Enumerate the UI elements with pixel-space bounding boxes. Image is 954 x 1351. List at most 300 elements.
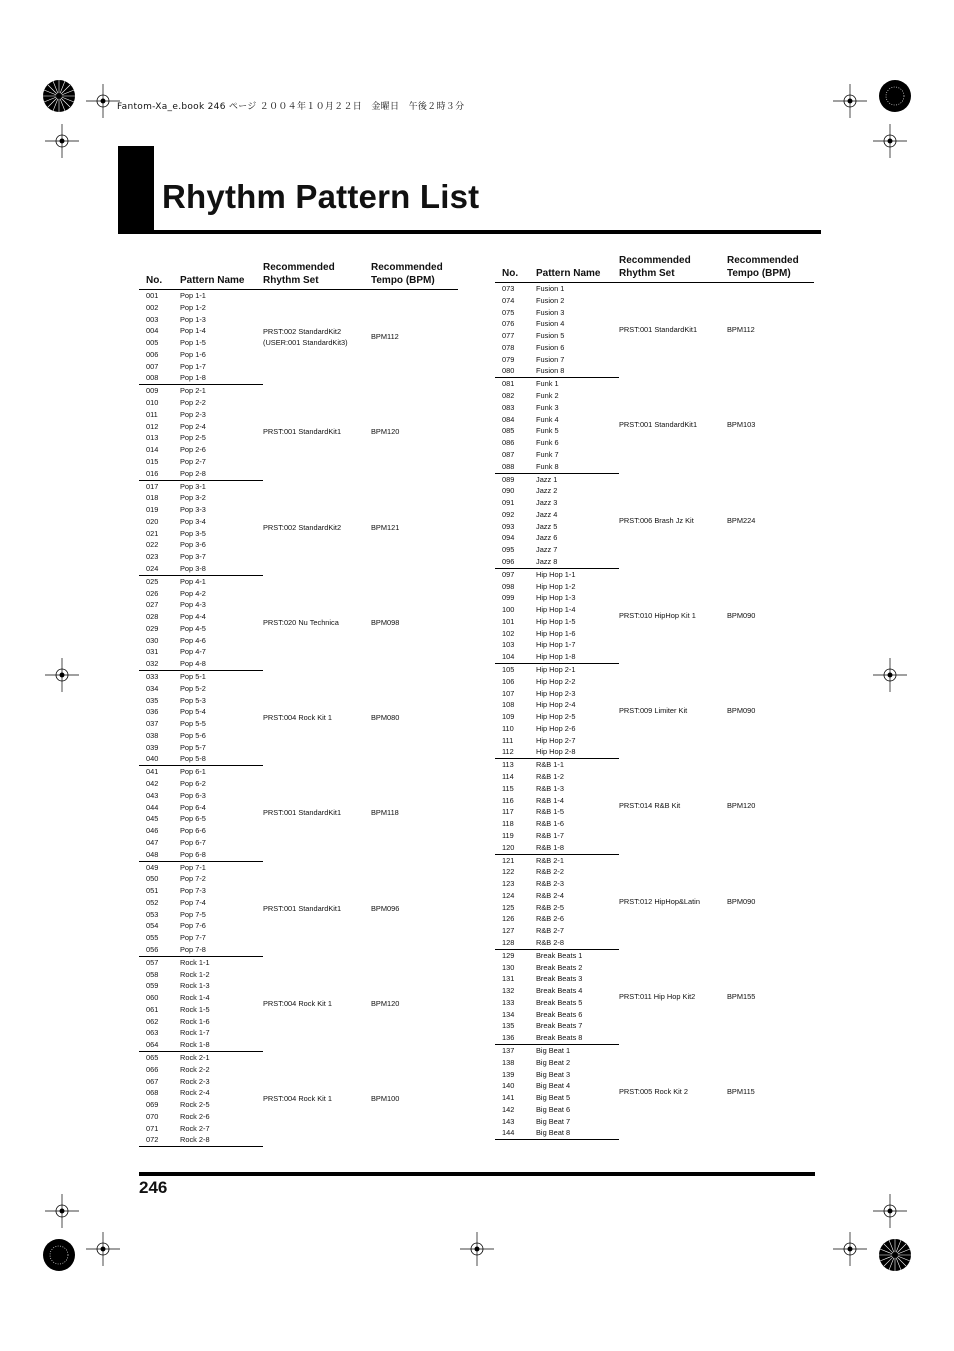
pattern-number: 016 <box>139 468 180 480</box>
table-row <box>495 1045 814 1057</box>
pattern-name: Pop 4-4 <box>180 612 206 622</box>
pattern-name: R&B 2-2 <box>536 867 564 877</box>
pattern-number: 042 <box>146 779 159 789</box>
pattern-name: Pop 7-3 <box>180 886 206 896</box>
pattern-number: 080 <box>495 365 536 377</box>
title-underline <box>118 230 821 234</box>
crosshair-mark-left-bottom <box>45 1194 79 1228</box>
pattern-number: 054 <box>146 921 159 931</box>
pattern-number: 105 <box>502 665 515 674</box>
recommended-tempo: BPM120 <box>371 427 400 437</box>
pattern-number: 039 <box>146 742 159 752</box>
starburst-mark-top-right <box>877 78 913 114</box>
pattern-name: Hip Hop 1-3 <box>536 593 576 603</box>
pattern-name: Pop 5-8 <box>180 753 263 765</box>
pattern-number: 111 <box>502 735 514 745</box>
pattern-name: Pop 6-1 <box>180 767 206 777</box>
pattern-name: Hip Hop 1-4 <box>536 605 576 615</box>
pattern-name: Pop 6-6 <box>180 826 206 836</box>
pattern-name: Pop 5-4 <box>180 707 206 717</box>
pattern-number: 110 <box>502 723 514 733</box>
pattern-table-right <box>495 254 814 1140</box>
pattern-number: 028 <box>146 612 159 622</box>
pattern-name: R&B 2-4 <box>536 890 564 900</box>
pattern-number: 073 <box>502 284 515 293</box>
pattern-name: Pop 3-3 <box>180 505 206 515</box>
pattern-number: 094 <box>502 533 515 543</box>
pattern-number: 081 <box>502 379 515 389</box>
pattern-number: 112 <box>495 746 536 758</box>
pattern-name: Jazz 4 <box>536 509 558 519</box>
table-row <box>139 575 458 587</box>
pattern-name: R&B 2-3 <box>536 879 564 889</box>
page-title: Rhythm Pattern List <box>162 178 480 215</box>
pattern-number: 141 <box>502 1093 515 1103</box>
pattern-number: 107 <box>502 688 515 698</box>
pattern-number: 143 <box>502 1116 515 1126</box>
recommended-rhythm-set: PRST:001 StandardKit1 <box>263 427 342 437</box>
pattern-number: 121 <box>502 855 515 865</box>
pattern-name: Pop 1-7 <box>180 361 206 371</box>
pattern-name: Rock 1-1 <box>180 957 210 967</box>
table-row <box>495 854 814 866</box>
pattern-name: Hip Hop 1-8 <box>536 651 619 663</box>
pattern-number: 134 <box>502 1009 515 1019</box>
pattern-name: Pop 1-1 <box>180 291 206 300</box>
pattern-number: 003 <box>146 314 159 324</box>
pattern-name: Rock 2-3 <box>180 1076 210 1086</box>
pattern-number: 066 <box>146 1064 159 1074</box>
recommended-tempo: BPM120 <box>727 801 756 811</box>
pattern-name: Pop 4-3 <box>180 600 206 610</box>
recommended-rhythm-set: PRST:002 StandardKit2 <box>263 522 342 532</box>
pattern-name: Rock 1-5 <box>180 1004 210 1014</box>
pattern-name: Pop 7-8 <box>180 944 263 956</box>
pattern-number: 071 <box>146 1123 159 1133</box>
pattern-name: Pop 1-8 <box>180 372 263 384</box>
table-row <box>495 473 814 485</box>
header-rhythm-set <box>263 261 371 290</box>
pattern-name: Funk 7 <box>536 449 559 459</box>
pattern-number: 079 <box>502 354 515 364</box>
starburst-mark-bottom-right <box>877 1237 913 1273</box>
pattern-name: Pop 3-1 <box>180 481 206 491</box>
pattern-number: 045 <box>146 814 159 824</box>
pattern-name: Funk 5 <box>536 426 559 436</box>
pattern-number: 095 <box>502 545 515 555</box>
pattern-number: 014 <box>146 445 159 455</box>
recommended-tempo: BPM080 <box>371 713 400 723</box>
header-no: No. <box>139 261 180 290</box>
recommended-rhythm-set: PRST:002 StandardKit2 (USER:001 StandardKit3) <box>263 326 348 348</box>
pattern-name: R&B 1-8 <box>536 842 619 854</box>
recommended-tempo: BPM118 <box>371 808 399 818</box>
pattern-name: Pop 1-5 <box>180 338 206 348</box>
pattern-name: Break Beats 8 <box>536 1032 619 1044</box>
pattern-number: 030 <box>146 635 159 645</box>
table-row <box>139 956 458 968</box>
pattern-number: 082 <box>502 391 515 401</box>
pattern-name: Rock 1-8 <box>180 1039 263 1051</box>
pattern-number: 019 <box>146 505 159 515</box>
crosshair-mark-right-bottom <box>873 1194 907 1228</box>
pattern-name: Fusion 4 <box>536 319 565 329</box>
table-row <box>495 378 814 390</box>
pattern-name: Pop 7-1 <box>180 862 206 872</box>
pattern-number: 010 <box>146 398 159 408</box>
pattern-number: 093 <box>502 521 515 531</box>
pattern-name: Rock 1-7 <box>180 1028 210 1038</box>
pattern-number: 119 <box>502 830 514 840</box>
pattern-number: 135 <box>502 1021 515 1031</box>
pattern-number: 097 <box>502 569 515 579</box>
recommended-tempo: BPM090 <box>727 610 756 620</box>
pattern-number: 129 <box>502 950 515 960</box>
pattern-name: Rock 2-2 <box>180 1064 210 1074</box>
pattern-name: Pop 2-2 <box>180 398 206 408</box>
pattern-number: 009 <box>146 386 159 396</box>
header-rhythm-set-text: Recommended Rhythm Set <box>263 262 335 286</box>
recommended-rhythm-set: PRST:001 StandardKit1 <box>263 808 342 818</box>
pattern-number: 103 <box>502 640 515 650</box>
pattern-name: Rock 2-4 <box>180 1088 210 1098</box>
pattern-name: Funk 3 <box>536 402 559 412</box>
pattern-number: 115 <box>502 783 514 793</box>
pattern-number: 048 <box>139 849 180 861</box>
pattern-name: Break Beats 7 <box>536 1021 583 1031</box>
recommended-rhythm-set: PRST:005 Rock Kit 2 <box>619 1087 689 1097</box>
pattern-number: 113 <box>502 760 514 770</box>
pattern-name: Jazz 8 <box>536 556 619 568</box>
pattern-name: Break Beats 1 <box>536 950 583 960</box>
pattern-name: Pop 7-2 <box>180 874 206 884</box>
pattern-name: Hip Hop 2-4 <box>536 700 576 710</box>
pattern-number: 018 <box>146 493 159 503</box>
pattern-number: 046 <box>146 826 159 836</box>
pattern-number: 136 <box>495 1032 536 1044</box>
pattern-name: Funk 6 <box>536 438 559 448</box>
pattern-number: 131 <box>502 974 515 984</box>
crosshair-mark-right-top <box>873 124 907 158</box>
pattern-name: Pop 3-7 <box>180 552 206 562</box>
print-slug-header: Fantom-Xa_e.book 246 ページ ２００４年１０月２２日 金曜日 午後２時３分 <box>117 102 465 112</box>
pattern-number: 002 <box>146 302 159 312</box>
table-row <box>495 283 814 295</box>
pattern-name: Rock 1-2 <box>180 969 210 979</box>
recommended-tempo: BPM103 <box>727 420 756 430</box>
pattern-number: 130 <box>502 962 515 972</box>
recommended-rhythm-set: PRST:004 Rock Kit 1 <box>263 1094 333 1104</box>
pattern-name: Rock 2-7 <box>180 1123 210 1133</box>
pattern-number: 124 <box>502 890 515 900</box>
pattern-name: Hip Hop 1-6 <box>536 628 576 638</box>
pattern-number: 070 <box>146 1111 159 1121</box>
pattern-number: 008 <box>139 372 180 384</box>
pattern-number: 052 <box>146 897 159 907</box>
crosshair-mark-top-2 <box>833 84 867 118</box>
pattern-number: 065 <box>146 1053 159 1062</box>
pattern-name: Pop 3-8 <box>180 563 263 575</box>
pattern-number: 072 <box>139 1134 180 1146</box>
pattern-name: Hip Hop 2-5 <box>536 712 576 722</box>
table-row <box>139 480 458 492</box>
pattern-name: Pop 3-5 <box>180 528 206 538</box>
pattern-number: 140 <box>502 1081 515 1091</box>
pattern-number: 062 <box>146 1016 159 1026</box>
table-row <box>139 861 458 873</box>
crosshair-mark-left-mid <box>45 658 79 692</box>
pattern-number: 017 <box>146 481 159 491</box>
pattern-name: Pop 7-4 <box>180 897 206 907</box>
pattern-number: 088 <box>495 461 536 473</box>
pattern-name: Big Beat 6 <box>536 1104 571 1114</box>
pattern-name: Break Beats 4 <box>536 986 583 996</box>
pattern-name: Pop 4-8 <box>180 658 263 670</box>
recommended-rhythm-set: PRST:012 HipHop&Latin <box>619 896 700 906</box>
pattern-number: 049 <box>146 862 159 872</box>
pattern-name: Hip Hop 1-7 <box>536 640 576 650</box>
pattern-number: 083 <box>502 402 515 412</box>
pattern-name: Break Beats 6 <box>536 1009 583 1019</box>
pattern-name: R&B 1-7 <box>536 830 564 840</box>
pattern-number: 100 <box>502 605 515 615</box>
starburst-mark-top-left <box>41 78 77 114</box>
pattern-number: 069 <box>146 1100 159 1110</box>
pattern-name: Pop 6-7 <box>180 837 206 847</box>
pattern-name: R&B 1-5 <box>536 807 564 817</box>
pattern-name: Hip Hop 2-7 <box>536 735 576 745</box>
recommended-rhythm-set: PRST:009 Limiter Kit <box>619 706 688 716</box>
pattern-name: Pop 6-8 <box>180 849 263 861</box>
table-row <box>139 671 458 683</box>
pattern-number: 076 <box>502 319 515 329</box>
table-row <box>495 664 814 676</box>
pattern-name: Rock 2-8 <box>180 1134 263 1146</box>
header-rhythm-set <box>619 254 727 283</box>
recommended-tempo: BPM096 <box>371 903 400 913</box>
pattern-name: Pop 1-6 <box>180 349 206 359</box>
pattern-name: R&B 2-6 <box>536 914 564 924</box>
pattern-name: Pop 5-3 <box>180 695 206 705</box>
pattern-name: Fusion 1 <box>536 284 565 293</box>
pattern-number: 092 <box>502 509 515 519</box>
table-header-row <box>139 261 458 290</box>
pattern-name: Big Beat 3 <box>536 1069 571 1079</box>
pattern-name: Pop 7-5 <box>180 909 206 919</box>
pattern-number: 001 <box>146 291 159 300</box>
pattern-number: 139 <box>502 1069 515 1079</box>
pattern-number: 084 <box>502 414 515 424</box>
pattern-number: 037 <box>146 719 159 729</box>
pattern-name: Pop 6-2 <box>180 779 206 789</box>
pattern-name: Pop 7-6 <box>180 921 206 931</box>
recommended-rhythm-set: PRST:001 StandardKit1 <box>619 420 698 430</box>
pattern-number: 132 <box>502 986 515 996</box>
header-tempo-text: Recommended Tempo (BPM) <box>371 262 443 286</box>
pattern-number: 036 <box>146 707 159 717</box>
pattern-number: 061 <box>146 1004 159 1014</box>
pattern-number: 089 <box>502 474 515 484</box>
pattern-name: Fusion 2 <box>536 295 565 305</box>
pattern-number: 013 <box>146 433 159 443</box>
pattern-name: Jazz 3 <box>536 498 558 508</box>
pattern-number: 106 <box>502 676 515 686</box>
pattern-number: 041 <box>146 767 159 777</box>
pattern-name: Pop 4-6 <box>180 635 206 645</box>
pattern-name: Fusion 6 <box>536 342 565 352</box>
pattern-number: 077 <box>502 331 515 341</box>
pattern-name: Hip Hop 2-3 <box>536 688 576 698</box>
pattern-name: Fusion 8 <box>536 365 619 377</box>
pattern-name: Jazz 7 <box>536 545 558 555</box>
recommended-tempo: BPM155 <box>727 991 756 1001</box>
table-row <box>139 1052 458 1064</box>
pattern-number: 059 <box>146 981 159 991</box>
pattern-number: 104 <box>495 651 536 663</box>
pattern-name: R&B 1-4 <box>536 795 564 805</box>
pattern-number: 020 <box>146 516 159 526</box>
pattern-number: 015 <box>146 456 159 466</box>
pattern-name: Big Beat 8 <box>536 1127 619 1139</box>
pattern-name: Pop 2-5 <box>180 433 206 443</box>
pattern-name: Rock 2-5 <box>180 1100 210 1110</box>
pattern-name: Pop 1-3 <box>180 314 206 324</box>
crosshair-mark-bottom-center <box>460 1232 494 1266</box>
recommended-rhythm-set: PRST:011 Hip Hop Kit2 <box>619 991 696 1001</box>
recommended-rhythm-set: PRST:004 Rock Kit 1 <box>263 713 333 723</box>
pattern-number: 109 <box>502 712 515 722</box>
pattern-number: 034 <box>146 683 159 693</box>
pattern-name: R&B 2-5 <box>536 902 564 912</box>
table-header-row <box>495 254 814 283</box>
pattern-name: R&B 1-6 <box>536 819 564 829</box>
pattern-number: 114 <box>502 772 514 782</box>
pattern-name: Big Beat 2 <box>536 1057 571 1067</box>
pattern-number: 004 <box>146 326 159 336</box>
recommended-tempo: BPM090 <box>727 706 756 716</box>
pattern-number: 053 <box>146 909 159 919</box>
pattern-name: Rock 1-6 <box>180 1016 210 1026</box>
pattern-number: 144 <box>495 1127 536 1139</box>
pattern-name: Rock 1-3 <box>180 981 210 991</box>
pattern-name: Pop 2-7 <box>180 456 206 466</box>
recommended-tempo: BPM112 <box>727 325 755 335</box>
pattern-name: Jazz 1 <box>536 474 558 484</box>
pattern-number: 055 <box>146 933 159 943</box>
pattern-number: 138 <box>502 1057 515 1067</box>
pattern-number: 078 <box>502 342 515 352</box>
recommended-tempo: BPM115 <box>727 1087 755 1097</box>
pattern-number: 023 <box>146 552 159 562</box>
pattern-name: Hip Hop 1-2 <box>536 581 576 591</box>
pattern-number: 060 <box>146 993 159 1003</box>
pattern-name: R&B 1-1 <box>536 760 564 770</box>
pattern-number: 096 <box>495 556 536 568</box>
crosshair-mark-bottom-2 <box>833 1232 867 1266</box>
pattern-number: 057 <box>146 957 159 967</box>
pattern-name: Pop 3-6 <box>180 540 206 550</box>
title-bar-block <box>118 146 154 232</box>
pattern-name: Big Beat 5 <box>536 1093 571 1103</box>
header-pattern-name: Pattern Name <box>536 254 619 283</box>
pattern-number: 133 <box>502 997 515 1007</box>
recommended-tempo: BPM090 <box>727 896 756 906</box>
recommended-rhythm-set: PRST:004 Rock Kit 1 <box>263 998 333 1008</box>
recommended-rhythm-set: PRST:001 StandardKit1 <box>619 325 698 335</box>
pattern-name: Break Beats 3 <box>536 974 583 984</box>
table-row <box>139 385 458 397</box>
pattern-number: 108 <box>502 700 515 710</box>
pattern-name: Big Beat 1 <box>536 1046 571 1055</box>
pattern-number: 126 <box>502 914 515 924</box>
pattern-name: Jazz 5 <box>536 521 558 531</box>
recommended-tempo: BPM098 <box>371 617 400 627</box>
pattern-name: Rock 2-1 <box>180 1053 210 1062</box>
pattern-number: 027 <box>146 600 159 610</box>
pattern-number: 050 <box>146 874 159 884</box>
pattern-name: Hip Hop 2-6 <box>536 723 576 733</box>
pattern-number: 032 <box>139 658 180 670</box>
pattern-name: Fusion 7 <box>536 354 565 364</box>
recommended-rhythm-set: PRST:020 Nu Technica <box>263 617 339 627</box>
pattern-name: Fusion 3 <box>536 307 565 317</box>
recommended-tempo: BPM120 <box>371 998 400 1008</box>
recommended-rhythm-set: PRST:006 Brash Jz Kit <box>619 515 694 525</box>
header-no: No. <box>495 254 536 283</box>
pattern-number: 127 <box>502 926 515 936</box>
pattern-name: Pop 2-1 <box>180 386 206 396</box>
pattern-number: 128 <box>495 937 536 949</box>
table-row <box>139 766 458 778</box>
recommended-rhythm-set: PRST:014 R&B Kit <box>619 801 681 811</box>
pattern-number: 047 <box>146 837 159 847</box>
crosshair-mark-left-top <box>45 124 79 158</box>
pattern-name: R&B 1-2 <box>536 772 564 782</box>
starburst-mark-bottom-left <box>41 1237 77 1273</box>
pattern-name: Pop 6-5 <box>180 814 206 824</box>
pattern-number: 122 <box>502 867 515 877</box>
pattern-name: Funk 2 <box>536 391 559 401</box>
recommended-rhythm-set: PRST:001 StandardKit1 <box>263 903 342 913</box>
pattern-name: Funk 4 <box>536 414 559 424</box>
pattern-number: 029 <box>146 623 159 633</box>
pattern-number: 137 <box>502 1046 515 1055</box>
pattern-name: Pop 2-4 <box>180 421 206 431</box>
pattern-number: 006 <box>146 349 159 359</box>
pattern-name: Hip Hop 2-8 <box>536 746 619 758</box>
pattern-number: 033 <box>146 672 159 681</box>
pattern-name: Pop 4-7 <box>180 647 206 657</box>
pattern-number: 031 <box>146 647 159 657</box>
pattern-number: 125 <box>502 902 515 912</box>
pattern-name: Jazz 2 <box>536 486 558 496</box>
footer-rule <box>139 1172 815 1176</box>
crosshair-mark-top-1 <box>86 84 120 118</box>
pattern-name: Pop 3-4 <box>180 516 206 526</box>
crosshair-mark-right-mid <box>873 658 907 692</box>
pattern-number: 064 <box>139 1039 180 1051</box>
pattern-name: Rock 1-4 <box>180 993 210 1003</box>
header-pattern-name: Pattern Name <box>180 261 263 290</box>
header-tempo <box>727 254 814 283</box>
recommended-tempo: BPM121 <box>371 522 400 532</box>
pattern-number: 102 <box>502 628 515 638</box>
pattern-name: Pop 5-7 <box>180 742 206 752</box>
pattern-number: 040 <box>139 753 180 765</box>
pattern-number: 087 <box>502 449 515 459</box>
pattern-name: R&B 2-1 <box>536 855 564 865</box>
pattern-number: 012 <box>146 421 159 431</box>
